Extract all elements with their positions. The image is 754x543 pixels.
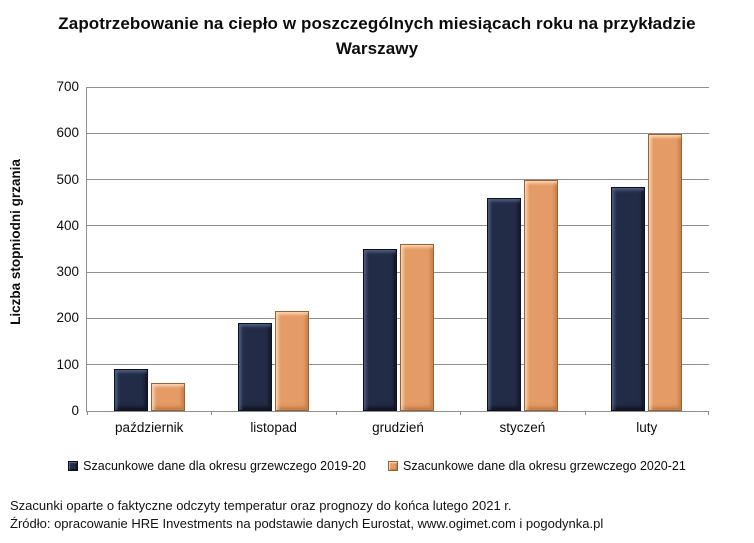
bar-grudzień-2020-21 <box>400 244 434 411</box>
y-tick-label-0: 0 <box>71 403 79 418</box>
gridline-700 <box>87 87 709 88</box>
legend-item-2020-21 <box>388 459 686 473</box>
y-tick-label-200: 200 <box>56 310 79 326</box>
legend-label: Szacunkowe dane dla okresu grzewczego 2019-20 <box>83 459 366 473</box>
chart-title: Zapotrzebowanie na ciepło w poszczególnych miesiącach roku na przykładzie Warszawy <box>58 14 696 58</box>
x-axis-tick <box>336 411 337 415</box>
y-tick-label-500: 500 <box>56 171 79 187</box>
bar-luty-2019-20 <box>611 187 645 411</box>
x-axis-tick <box>460 411 461 415</box>
bar-listopad-2020-21 <box>275 311 309 411</box>
y-tick-label-400: 400 <box>56 217 79 233</box>
y-tick-label-600: 600 <box>56 125 79 141</box>
legend-label: Szacunkowe dane dla okresu grzewczego 2020-21 <box>403 459 686 473</box>
legend <box>0 459 754 473</box>
bar-październik-2020-21 <box>151 383 185 411</box>
x-axis-tick <box>708 411 709 415</box>
y-tick-label-300: 300 <box>56 264 79 280</box>
x-label-październik: październik <box>115 420 184 435</box>
gridline-600 <box>87 133 709 134</box>
plot-area <box>56 79 709 435</box>
bar-luty-2020-21 <box>648 134 682 411</box>
footer-note: Szacunki oparte o faktyczne odczyty temperatur oraz prognozy do końca lutego 2021 r. <box>10 498 512 513</box>
legend-swatch-navy <box>68 461 78 471</box>
x-label-grudzień: grudzień <box>372 420 424 435</box>
gridline-500 <box>87 179 709 180</box>
bar-październik-2019-20 <box>114 369 148 411</box>
x-label-luty: luty <box>636 420 658 435</box>
footer-source: Źródło: opracowanie HRE Investments na podstawie danych Eurostat, www.ogimet.com i pogodynka.pl <box>10 516 604 531</box>
legend-swatch-orange <box>388 461 398 471</box>
bar-styczeń-2019-20 <box>487 198 521 411</box>
footer <box>10 497 750 533</box>
y-axis-title: Liczba stopniodni grzania <box>8 159 23 325</box>
bar-styczeń-2020-21 <box>524 180 558 411</box>
x-axis-tick <box>585 411 586 415</box>
x-axis-tick <box>87 411 88 415</box>
y-tick-label-100: 100 <box>56 356 79 372</box>
bar-listopad-2019-20 <box>238 323 272 411</box>
legend-item-2019-20 <box>68 459 366 473</box>
bar-grudzień-2019-20 <box>363 249 397 411</box>
x-label-styczeń: styczeń <box>499 420 546 435</box>
x-axis-tick <box>211 411 212 415</box>
x-label-listopad: listopad <box>250 420 297 435</box>
y-tick-label-700: 700 <box>56 79 79 94</box>
